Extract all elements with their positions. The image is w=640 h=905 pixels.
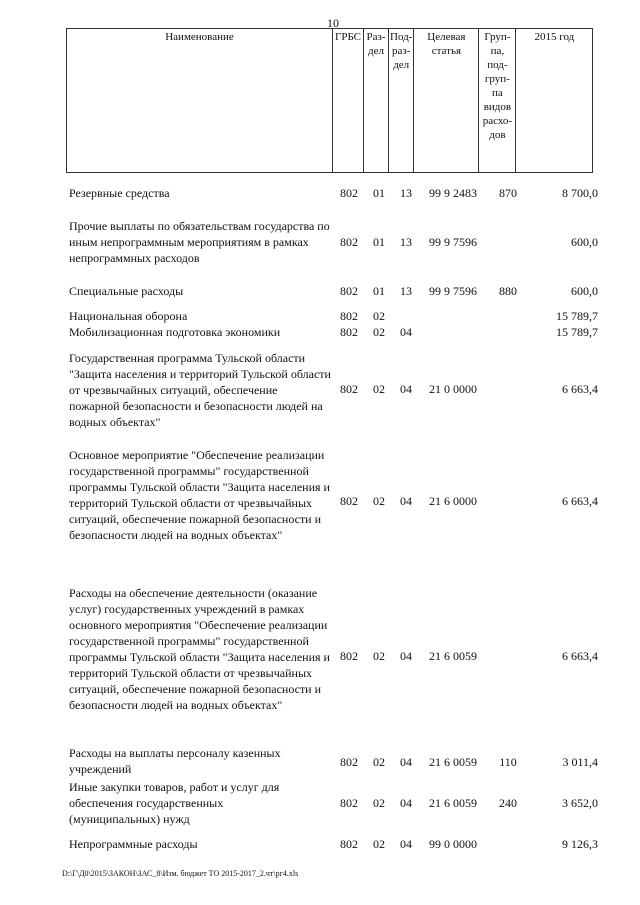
row-grbs: 802	[340, 755, 358, 769]
row-podrazdel: 04	[400, 796, 412, 810]
row-celevaya: 21 6 0059	[429, 649, 477, 663]
row-sum: 3 011,4	[562, 755, 598, 769]
header-grbs: ГРБС	[333, 29, 364, 173]
row-celevaya: 21 6 0000	[429, 494, 477, 508]
row-celevaya: 21 6 0059	[429, 755, 477, 769]
row-razdel: 02	[373, 309, 385, 323]
row-razdel: 02	[373, 649, 385, 663]
row-grbs: 802	[340, 494, 358, 508]
row-sum: 600,0	[571, 284, 598, 298]
row-razdel: 02	[373, 382, 385, 396]
row-grbs: 802	[340, 186, 358, 200]
row-razdel: 01	[373, 235, 385, 249]
row-grbs: 802	[340, 235, 358, 249]
file-path-footer: D:\Г\Д0\2015\ЗАКОН\ЗАС_8\Изм. бюджет ТО 2015-2017_2.чт\рг4.xls	[62, 869, 299, 878]
row-name: Иные закупки товаров, работ и услуг для обеспечения государственных (муниципальных) нужд	[69, 780, 280, 826]
row-podrazdel: 04	[400, 755, 412, 769]
row-sum: 15 789,7	[556, 309, 598, 323]
row-sum: 3 652,0	[562, 796, 598, 810]
row-razdel: 02	[373, 494, 385, 508]
row-name: Непрограммные расходы	[69, 837, 198, 851]
row-gruppa: 240	[499, 796, 517, 810]
header-year: 2015 год	[516, 29, 593, 173]
row-razdel: 02	[373, 837, 385, 851]
row-sum: 8 700,0	[562, 186, 598, 200]
row-name: Расходы на выплаты персоналу казенных учреждений	[69, 746, 281, 776]
row-sum: 6 663,4	[562, 649, 598, 663]
row-razdel: 01	[373, 186, 385, 200]
row-grbs: 802	[340, 649, 358, 663]
row-name: Специальные расходы	[69, 284, 184, 298]
row-razdel: 02	[373, 796, 385, 810]
row-name: Государственная программа Тульской области "Защита населения и территорий Тульской области от чрезвычайных ситуаций, обеспечение пожарной безопасности и безопасности людей на водных объектах"	[69, 351, 331, 429]
row-sum: 6 663,4	[562, 494, 598, 508]
row-celevaya: 99 0 0000	[429, 837, 477, 851]
row-name: Основное мероприятие "Обеспечение реализации государственной программы" государственной программы Тульской области "Защита населения и территорий Тульской области от чрезвычайных ситуаций, обеспечение пожарной безопасности и безопасности людей на водных объектах"	[69, 448, 330, 542]
header-name: Наименование	[67, 29, 333, 173]
row-grbs: 802	[340, 309, 358, 323]
row-sum: 600,0	[571, 235, 598, 249]
row-razdel: 02	[373, 325, 385, 339]
row-podrazdel: 04	[400, 494, 412, 508]
row-grbs: 802	[340, 284, 358, 298]
row-celevaya: 21 6 0059	[429, 796, 477, 810]
row-grbs: 802	[340, 382, 358, 396]
row-name: Прочие выплаты по обязательствам государства по иным непрограммным мероприятиям в рамках непрограммных расходов	[69, 219, 330, 265]
row-celevaya: 99 9 7596	[429, 235, 477, 249]
row-razdel: 02	[373, 755, 385, 769]
row-razdel: 01	[373, 284, 385, 298]
row-podrazdel: 04	[400, 382, 412, 396]
row-podrazdel: 13	[400, 284, 412, 298]
header-gruppa: Груп- па, под- груп- па видов расхо- дов	[479, 29, 516, 173]
row-name: Национальная оборона	[69, 309, 188, 323]
row-celevaya: 21 0 0000	[429, 382, 477, 396]
row-podrazdel: 04	[400, 649, 412, 663]
row-gruppa: 880	[499, 284, 517, 298]
header-celevaya: Целевая статья	[414, 29, 479, 173]
row-sum: 6 663,4	[562, 382, 598, 396]
row-name: Мобилизационная подготовка экономики	[69, 325, 281, 339]
row-sum: 9 126,3	[562, 837, 598, 851]
table-header	[66, 28, 593, 173]
row-grbs: 802	[340, 325, 358, 339]
row-podrazdel: 04	[400, 325, 412, 339]
row-sum: 15 789,7	[556, 325, 598, 339]
row-podrazdel: 13	[400, 235, 412, 249]
page-number: 10	[327, 16, 339, 30]
row-podrazdel: 04	[400, 837, 412, 851]
row-gruppa: 870	[499, 186, 517, 200]
header-podrazdel: Под- раз- дел	[389, 29, 414, 173]
row-gruppa: 110	[499, 755, 517, 769]
row-celevaya: 99 9 7596	[429, 284, 477, 298]
row-name: Резервные средства	[69, 186, 170, 200]
row-grbs: 802	[340, 837, 358, 851]
header-razdel: Раз- дел	[364, 29, 389, 173]
row-name: Расходы на обеспечение деятельности (оказание услуг) государственных учреждений в рамках основного мероприятия "Обеспечение реализации государственной программы" государственной программы Тульской области "Защита населения и территорий Тульской области от чрезвычайных ситуаций, обеспечение пожарной безопасности и безопасности людей на водных объектах"	[69, 586, 330, 712]
row-podrazdel: 13	[400, 186, 412, 200]
row-celevaya: 99 9 2483	[429, 186, 477, 200]
row-grbs: 802	[340, 796, 358, 810]
